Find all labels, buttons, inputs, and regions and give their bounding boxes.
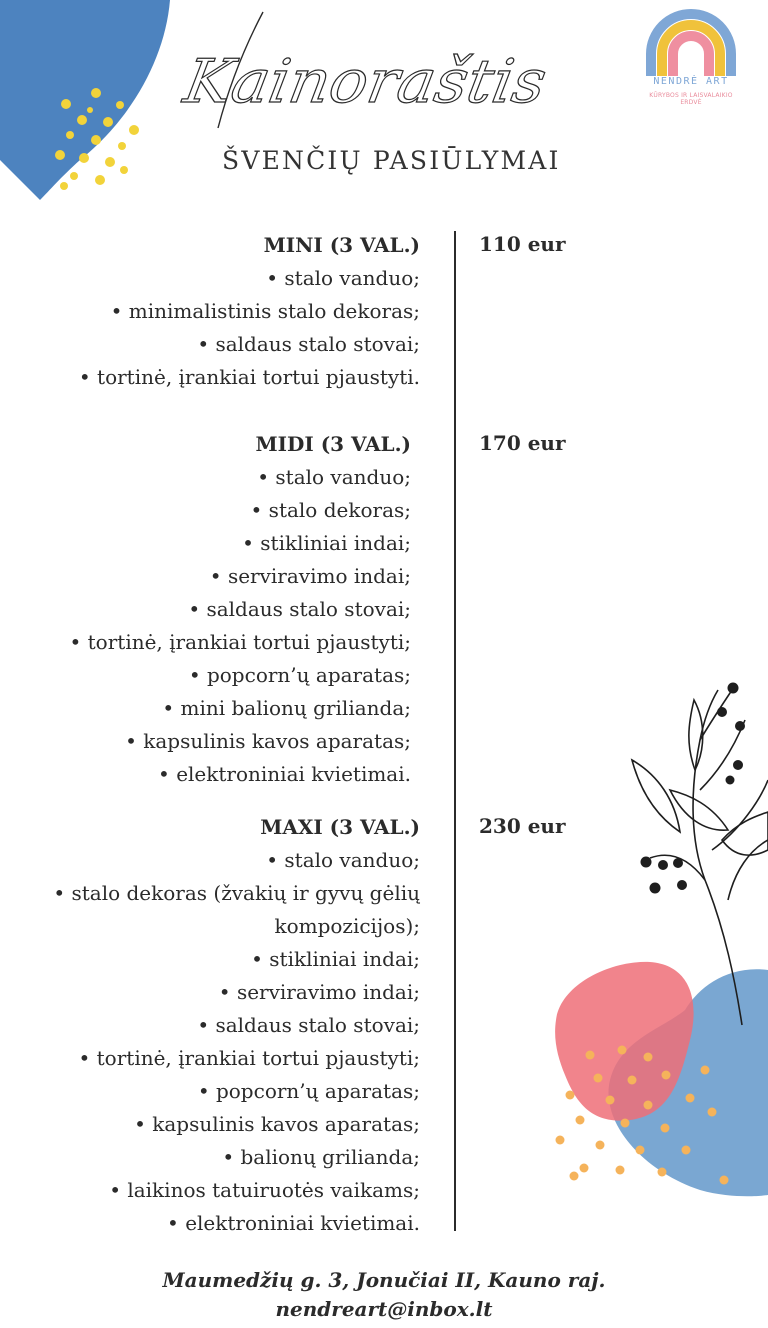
package-item: • stikliniai indai; <box>251 947 420 971</box>
package-item: • minimalistinis stalo dekoras; <box>110 299 420 323</box>
package-item: kompozicijos); <box>274 914 420 938</box>
package-item: • kapsulinis kavos aparatas; <box>125 729 411 753</box>
package-item: • laikinos tatuiruotės vaikams; <box>109 1178 420 1202</box>
package-item: • stalo vanduo; <box>266 848 420 872</box>
package-title: MAXI (3 VAL.) <box>260 815 420 839</box>
package-item: • mini balionų grilianda; <box>162 696 411 720</box>
vertical-divider <box>454 231 456 1231</box>
package-item: • stalo dekoras; <box>250 498 411 522</box>
footer-email[interactable]: nendreart@inbox.lt <box>275 1297 493 1321</box>
page-subtitle: ŠVENČIŲ PASIŪLYMAI <box>222 146 561 175</box>
package-maxi <box>53 811 420 1240</box>
package-item: • balionų grilianda; <box>222 1145 420 1169</box>
page-title-text: Kainoraštis <box>179 47 536 117</box>
brand-logo <box>640 4 742 120</box>
package-item: • elektroniniai kvietimai. <box>158 762 411 786</box>
package-title: MINI (3 VAL.) <box>263 233 420 257</box>
footer-address: Maumedžių g. 3, Jonučiai II, Kauno raj. <box>162 1268 606 1292</box>
package-midi <box>69 428 411 791</box>
package-item: • saldaus stalo stovai; <box>188 597 411 621</box>
logo-tagline: KŪRYBOS IR LAISVALAIKIO ERDVĖ <box>649 92 733 106</box>
package-item: • stalo dekoras (žvakių ir gyvų gėlių <box>53 881 420 905</box>
package-item: • stikliniai indai; <box>242 531 411 555</box>
package-item: • tortinė, įrankiai tortui pjaustyti; <box>78 1046 420 1070</box>
package-item: • tortinė, įrankiai tortui pjaustyti; <box>69 630 411 654</box>
package-title: MIDI (3 VAL.) <box>255 432 411 456</box>
package-item: • tortinė, įrankiai tortui pjaustyti. <box>78 365 420 389</box>
logo-name: NENDRĖ ART <box>653 76 729 87</box>
package-price-midi: 170 eur <box>479 431 566 455</box>
package-price-maxi: 230 eur <box>479 814 566 838</box>
package-item: • kapsulinis kavos aparatas; <box>134 1112 420 1136</box>
package-mini <box>79 229 420 394</box>
page-title <box>179 10 578 130</box>
package-item: • saldaus stalo stovai; <box>197 1013 420 1037</box>
package-item: • stalo vanduo; <box>266 266 420 290</box>
package-item: • stalo vanduo; <box>257 465 411 489</box>
package-item: • popcorn’ų aparatas; <box>188 663 411 687</box>
package-price-mini: 110 eur <box>479 232 566 256</box>
package-item: • serviravimo indai; <box>209 564 411 588</box>
package-item: • elektroniniai kvietimai. <box>167 1211 420 1235</box>
blue-blob-top-left <box>0 0 170 200</box>
package-item: • serviravimo indai; <box>218 980 420 1004</box>
package-item: • popcorn’ų aparatas; <box>197 1079 420 1103</box>
package-item: • saldaus stalo stovai; <box>197 332 420 356</box>
rainbow-icon <box>640 4 742 78</box>
